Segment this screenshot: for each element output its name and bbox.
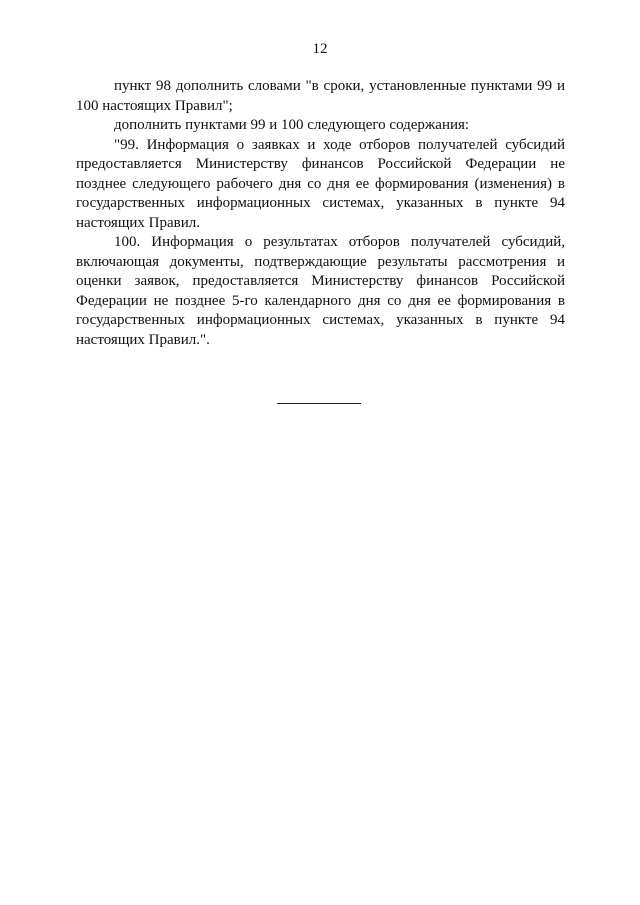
page-number: 12 [312,41,328,57]
paragraph-point-100: 100. Информация о результатах отборов получателей субсидий, включающая документы, подтверждающие результаты рассмотрения и оценки заявок, предоставляется Министерству финансов Российской Федерации не позднее 5-го календарного дня со дня ее формирования в государственных информационных системах, указанных в пункте 94 настоящих Правил.". [76,234,565,348]
closing-divider [277,403,361,404]
paragraph-add-points: дополнить пунктами 99 и 100 следующего содержания: [114,117,470,133]
document-body [76,77,565,350]
paragraph-point-99: "99. Информация о заявках и ходе отборов получателей субсидий предоставляется Министерству финансов Российской Федерации не позднее следующего рабочего дня со дня ее формирования (изменения) в государственных информационных системах, указанных в пункте 94 настоящих Правил. [76,136,565,231]
paragraph-amend-point-98: пункт 98 дополнить словами "в сроки, установленные пунктами 99 и 100 настоящих Правил"; [76,78,565,114]
